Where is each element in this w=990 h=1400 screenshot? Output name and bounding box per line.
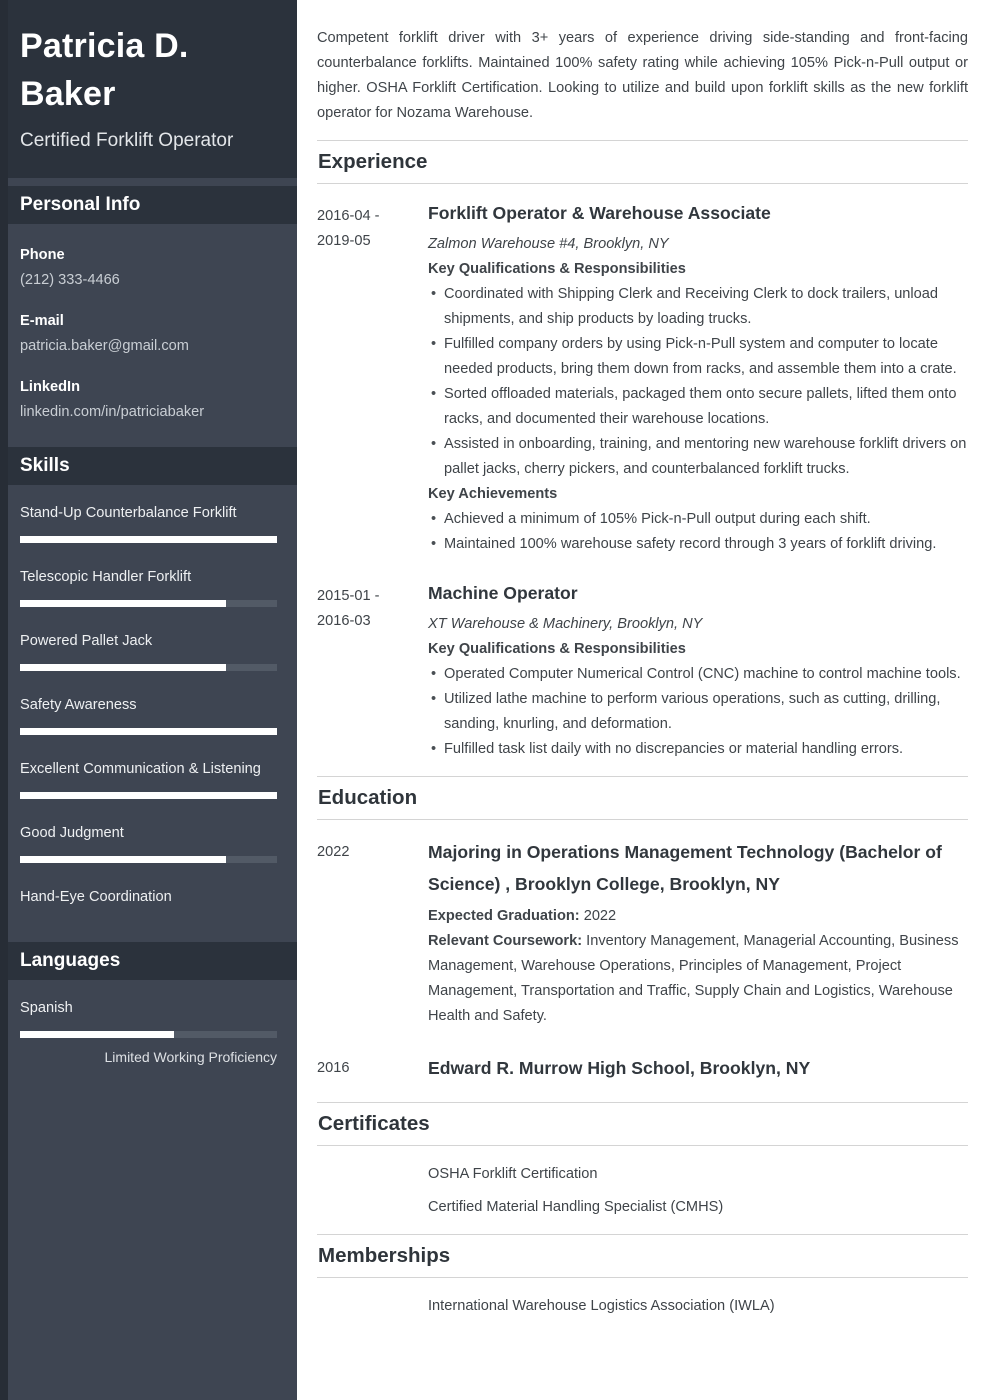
bullet-item: • Coordinated with Shipping Clerk and Receiving Clerk to dock trailers, unload shipments, and ship products by loading trucks. — [428, 282, 968, 332]
entry-dates — [317, 580, 428, 762]
education-entry — [317, 836, 968, 1029]
qualifications-heading: Key Qualifications & Responsibilities — [428, 641, 686, 657]
skill-label: Safety Awareness — [20, 697, 137, 713]
personal-info-heading: Personal Info — [0, 186, 297, 224]
personal-info-section — [0, 224, 297, 447]
memberships-section — [317, 1234, 968, 1319]
sidebar — [0, 0, 297, 1400]
bullet-item: • Fulfilled company orders by using Pick-n-Pull system and computer to locate needed products, bring them down from racks, and assemble them into a crate. — [428, 332, 968, 382]
skill-item — [20, 824, 277, 863]
skills-section — [0, 485, 297, 942]
education-date: 2022 — [317, 844, 350, 860]
experience-section — [317, 140, 968, 762]
company-name: Zalmon Warehouse #4, Brooklyn, NY — [428, 236, 669, 252]
certificate-item: OSHA Forklift Certification — [428, 1166, 598, 1182]
expected-graduation — [428, 904, 968, 929]
education-entry — [317, 1052, 968, 1088]
sidebar-header — [0, 0, 297, 178]
skill-bar — [20, 664, 277, 671]
education-section — [317, 776, 968, 1088]
date-from: 2015-01 - — [317, 588, 380, 604]
language-proficiency: Limited Working Proficiency — [104, 1049, 277, 1065]
bullet-item: • Achieved a minimum of 105% Pick-n-Pull output during each shift. — [428, 507, 968, 532]
entry-dates — [317, 1162, 428, 1220]
bullet-item: • Assisted in onboarding, training, and mentoring new warehouse forklift drivers on pallet jacks, cherry pickers, and counterbalanced forklift trucks. — [428, 432, 968, 482]
education-title: Majoring in Operations Management Technology (Bachelor of Science) , Brooklyn College, Brooklyn, NY — [428, 842, 942, 894]
entry-content — [428, 1162, 968, 1220]
entry-content — [428, 580, 968, 762]
skill-bar — [20, 792, 277, 799]
skill-label: Good Judgment — [20, 825, 124, 841]
languages-heading: Languages — [0, 942, 297, 980]
language-item — [20, 999, 277, 1065]
certificates-section-title: Certificates — [317, 1102, 968, 1146]
skill-item — [20, 568, 277, 607]
skill-bar-fill — [20, 600, 226, 607]
experience-entry — [317, 200, 968, 557]
contact-phone-row — [20, 243, 277, 293]
experience-entry — [317, 580, 968, 762]
entry-dates — [317, 1052, 428, 1088]
entry-dates — [317, 200, 428, 557]
skill-bar — [20, 856, 277, 863]
certificate-item: Certified Material Handling Specialist (CMHS) — [428, 1199, 724, 1215]
qualifications-heading: Key Qualifications & Responsibilities — [428, 261, 686, 277]
responsibility-list — [428, 662, 968, 762]
job-title: Machine Operator — [428, 583, 578, 603]
entry-dates — [317, 1294, 428, 1319]
skill-bar — [20, 728, 277, 735]
linkedin-value[interactable]: linkedin.com/in/patriciabaker — [20, 404, 205, 420]
achievements-heading: Key Achievements — [428, 486, 558, 502]
skill-bar-fill — [20, 536, 277, 543]
membership-item: International Warehouse Logistics Association (IWLA) — [428, 1298, 775, 1314]
candidate-name: Patricia D. Baker — [20, 27, 189, 113]
skill-label: Telescopic Handler Forklift — [20, 569, 192, 585]
bullet-item: • Sorted offloaded materials, packaged them onto secure pallets, lifted them onto racks, and documented their warehouse locations. — [428, 382, 968, 432]
candidate-role: Certified Forklift Operator — [20, 130, 234, 151]
skill-item — [20, 760, 277, 799]
languages-section — [0, 980, 297, 1087]
phone-label: Phone — [20, 247, 65, 263]
phone-value: (212) 333-4466 — [20, 272, 120, 288]
skill-bar — [20, 600, 277, 607]
skill-bar — [20, 536, 277, 543]
language-label: Spanish — [20, 1000, 73, 1016]
entry-content — [428, 1294, 968, 1319]
graduation-value: 2022 — [583, 908, 617, 924]
education-title: Edward R. Murrow High School, Brooklyn, NY — [428, 1058, 811, 1078]
skill-label: Excellent Communication & Listening — [20, 761, 261, 777]
language-bar — [20, 1031, 277, 1038]
entry-content — [428, 1052, 968, 1088]
language-bar-fill — [20, 1031, 174, 1038]
skill-label: Stand-Up Counterbalance Forklift — [20, 505, 237, 521]
company-name: XT Warehouse & Machinery, Brooklyn, NY — [428, 616, 703, 632]
skill-item — [20, 504, 277, 543]
skill-item — [20, 888, 277, 907]
skill-bar-fill — [20, 728, 277, 735]
coursework-label: Relevant Coursework: — [428, 933, 583, 949]
contact-email-row — [20, 309, 277, 359]
relevant-coursework — [428, 929, 968, 1029]
entry-dates — [317, 836, 428, 1029]
education-date: 2016 — [317, 1060, 350, 1076]
email-label: E-mail — [20, 313, 64, 329]
job-title: Forklift Operator & Warehouse Associate — [428, 203, 771, 223]
date-to: 2019-05 — [317, 233, 371, 249]
skill-bar-fill — [20, 856, 226, 863]
entry-content — [428, 200, 968, 557]
bullet-item: • Fulfilled task list daily with no discrepancies or material handling errors. — [428, 737, 968, 762]
skill-bar-fill — [20, 664, 226, 671]
skill-label: Powered Pallet Jack — [20, 633, 153, 649]
skill-bar-fill — [20, 792, 277, 799]
responsibility-list — [428, 282, 968, 482]
education-section-title: Education — [317, 776, 968, 820]
skill-item — [20, 696, 277, 735]
achievement-list — [428, 507, 968, 557]
date-to: 2016-03 — [317, 613, 371, 629]
skill-label: Hand-Eye Coordination — [20, 889, 172, 905]
main-content — [297, 0, 990, 1400]
entry-content — [428, 836, 968, 1029]
linkedin-label: LinkedIn — [20, 379, 80, 395]
certificates-section — [317, 1102, 968, 1220]
date-from: 2016-04 - — [317, 208, 380, 224]
certificates-entry — [317, 1162, 968, 1220]
bullet-item: • Operated Computer Numerical Control (CNC) machine to control machine tools. — [428, 662, 968, 687]
bullet-item: • Maintained 100% warehouse safety record through 3 years of forklift driving. — [428, 532, 968, 557]
memberships-section-title: Memberships — [317, 1234, 968, 1278]
graduation-label: Expected Graduation: — [428, 908, 580, 924]
professional-summary: Competent forklift driver with 3+ years of experience driving side-standing and front-facing counterbalance forklifts. Maintained 100% safety rating while achieving 105% Pick-n-Pull output or higher. OSHA Forklift Certification. Looking to utilize and build upon forklift skills as the new forklift operator for Nozama Warehouse. — [317, 30, 968, 121]
experience-section-title: Experience — [317, 140, 968, 184]
memberships-entry — [317, 1294, 968, 1319]
skill-item — [20, 632, 277, 671]
contact-linkedin-row — [20, 375, 277, 425]
coursework-value: Inventory Management, Managerial Accounting, Business Management, Warehouse Operations, Principles of Management, Project Management, Transportation and Traffic, Supply Chain and Logistics, Warehouse Health and Safety. — [428, 933, 959, 1024]
skills-heading: Skills — [0, 447, 297, 485]
email-value[interactable]: patricia.baker@gmail.com — [20, 338, 189, 354]
bullet-item: • Utilized lathe machine to perform various operations, such as cutting, drilling, sanding, knurling, and deformation. — [428, 687, 968, 737]
